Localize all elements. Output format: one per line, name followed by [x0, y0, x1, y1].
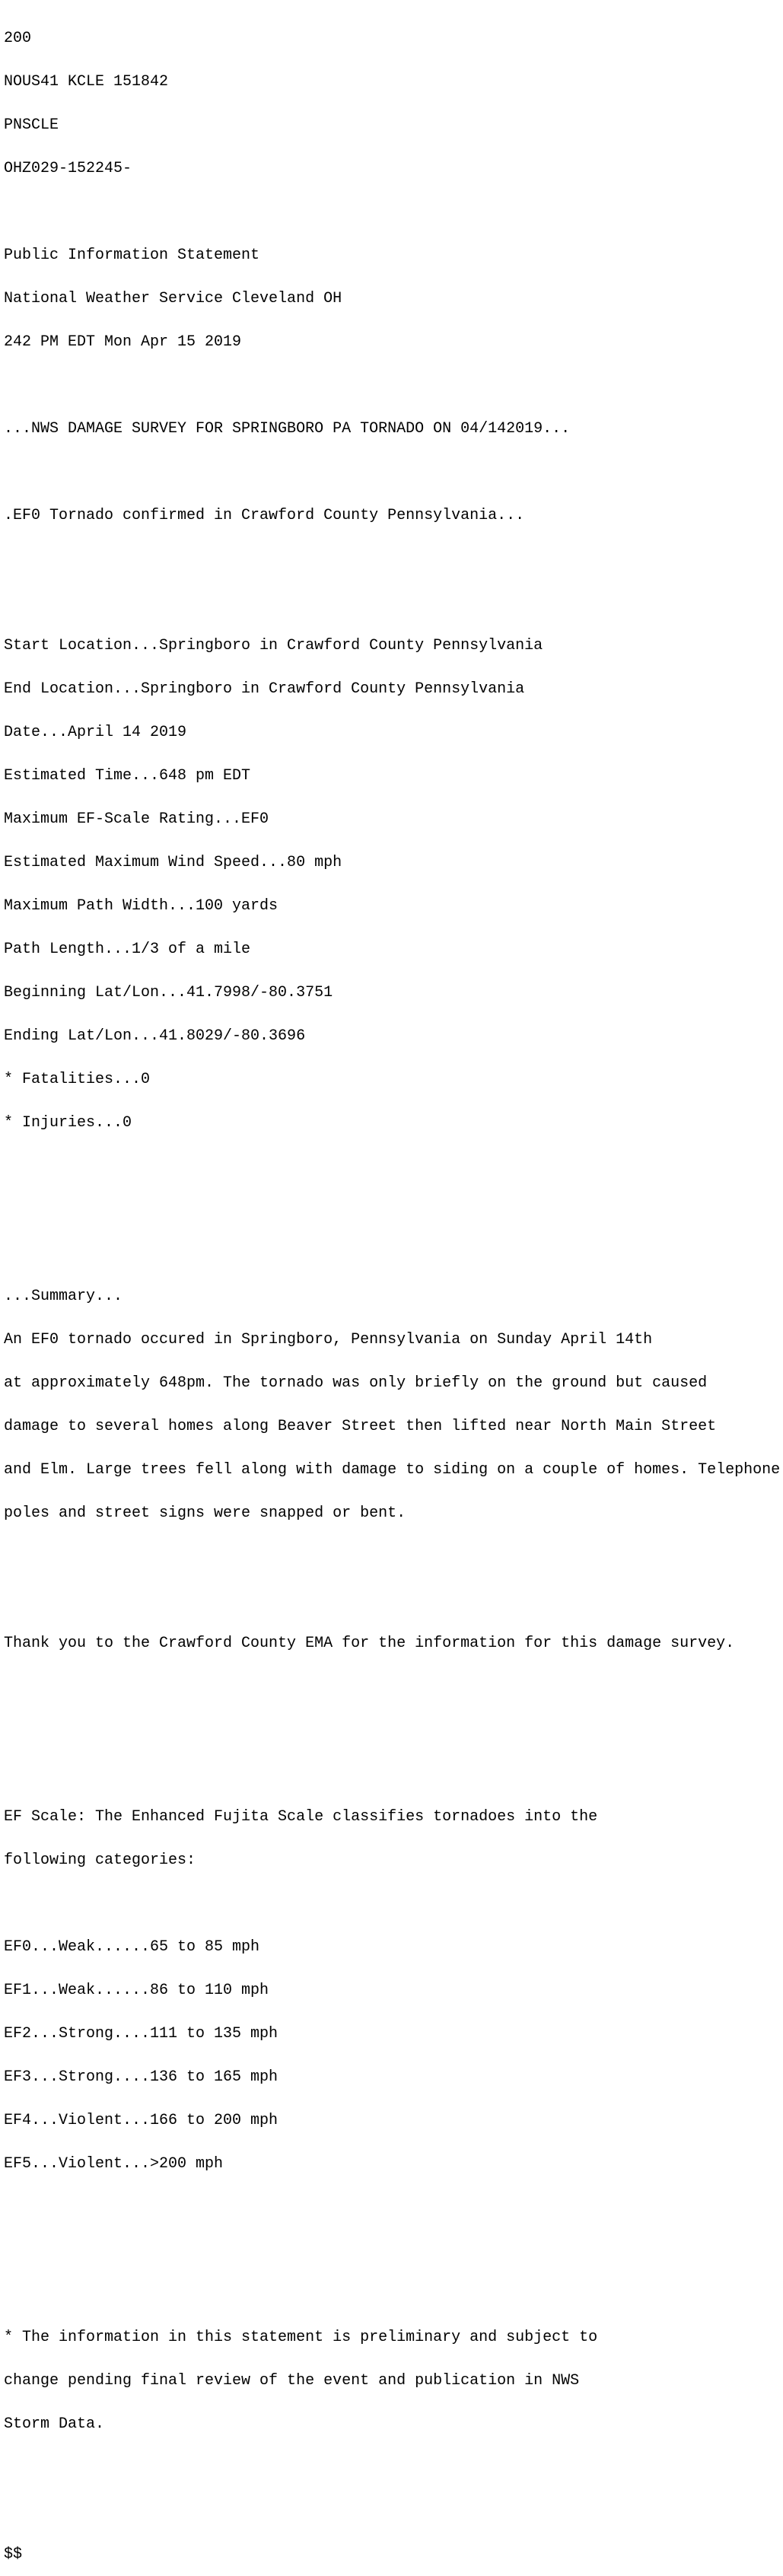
detail-time: Estimated Time...648 pm EDT — [4, 767, 251, 785]
summary-section — [4, 1260, 783, 1549]
blank-line — [4, 205, 783, 219]
detail-path-width: Maximum Path Width...100 yards — [4, 897, 279, 915]
ef-category-ef4: EF4...Violent...166 to 200 mph — [4, 2112, 279, 2129]
ef-scale-intro: EF Scale: The Enhanced Fujita Scale classifies tornadoes into the — [4, 1808, 598, 1826]
detail-start-location: Start Location...Springboro in Crawford County Pennsylvania — [4, 637, 543, 654]
summary-line: poles and street signs were snapped or bent. — [4, 1505, 406, 1522]
ef-scale-section — [4, 1781, 783, 2200]
detail-injuries: * Injuries...0 — [4, 1114, 132, 1132]
ef-category-ef1: EF1...Weak......86 to 110 mph — [4, 1982, 269, 1999]
blank-line — [4, 2243, 783, 2258]
disclaimer-line: * The information in this statement is preliminary and subject to — [4, 2329, 598, 2346]
detail-end-latlon: Ending Lat/Lon...41.8029/-80.3696 — [4, 1027, 306, 1045]
disclaimer-section — [4, 2301, 783, 2460]
blank-line — [4, 1202, 783, 1217]
blank-line — [4, 2504, 783, 2518]
blank-line — [4, 1680, 783, 1694]
detail-wind-speed: Estimated Maximum Wind Speed...80 mph — [4, 854, 342, 871]
ugc-code: OHZ029-152245- — [4, 160, 132, 177]
blank-line — [4, 1896, 783, 1911]
disclaimer-line: Storm Data. — [4, 2415, 105, 2433]
awips-id: PNSCLE — [4, 116, 59, 134]
ef-category-ef0: EF0...Weak......65 to 85 mph — [4, 1938, 260, 1956]
blank-line — [4, 1723, 783, 1737]
ef-scale-intro: following categories: — [4, 1852, 196, 1869]
issue-time: 242 PM EDT Mon Apr 15 2019 — [4, 333, 242, 351]
detail-date: Date...April 14 2019 — [4, 724, 187, 741]
ef-category-ef3: EF3...Strong....136 to 165 mph — [4, 2068, 279, 2086]
confirmation-line: .EF0 Tornado confirmed in Crawford County Pennsylvania... — [4, 507, 525, 524]
summary-line: An EF0 tornado occured in Springboro, Pennsylvania on Sunday April 14th — [4, 1331, 653, 1348]
blank-line — [4, 378, 783, 393]
ef-category-ef2: EF2...Strong....111 to 135 mph — [4, 2025, 279, 2043]
disclaimer-line: change pending final review of the event and publication in NWS — [4, 2372, 580, 2390]
survey-details — [4, 610, 783, 1159]
end-marker: $$ — [4, 2546, 23, 2563]
detail-fatalities: * Fatalities...0 — [4, 1071, 151, 1088]
product-code: 200 — [4, 30, 32, 47]
blank-line — [4, 1593, 783, 1607]
detail-begin-latlon: Beginning Lat/Lon...41.7998/-80.3751 — [4, 984, 333, 1001]
blank-line — [4, 552, 783, 566]
product-title: Public Information Statement — [4, 247, 260, 264]
summary-line: and Elm. Large trees fell along with damage to siding on a couple of homes. Telephone — [4, 1461, 781, 1479]
thanks-line: Thank you to the Crawford County EMA for the information for this damage survey. — [4, 1635, 735, 1652]
headline: ...NWS DAMAGE SURVEY FOR SPRINGBORO PA TORNADO ON 04/142019... — [4, 420, 571, 438]
summary-line: damage to several homes along Beaver Street then lifted near North Main Street — [4, 1418, 717, 1435]
detail-end-location: End Location...Springboro in Crawford County Pennsylvania — [4, 680, 525, 698]
summary-line: at approximately 648pm. The tornado was only briefly on the ground but caused — [4, 1374, 708, 1392]
detail-ef-rating: Maximum EF-Scale Rating...EF0 — [4, 810, 269, 828]
summary-heading: ...Summary... — [4, 1288, 123, 1305]
detail-path-length: Path Length...1/3 of a mile — [4, 941, 251, 958]
ef-category-ef5: EF5...Violent...>200 mph — [4, 2155, 224, 2173]
blank-line — [4, 465, 783, 479]
wmo-header: NOUS41 KCLE 151842 — [4, 73, 169, 91]
issuing-office: National Weather Service Cleveland OH — [4, 290, 342, 307]
